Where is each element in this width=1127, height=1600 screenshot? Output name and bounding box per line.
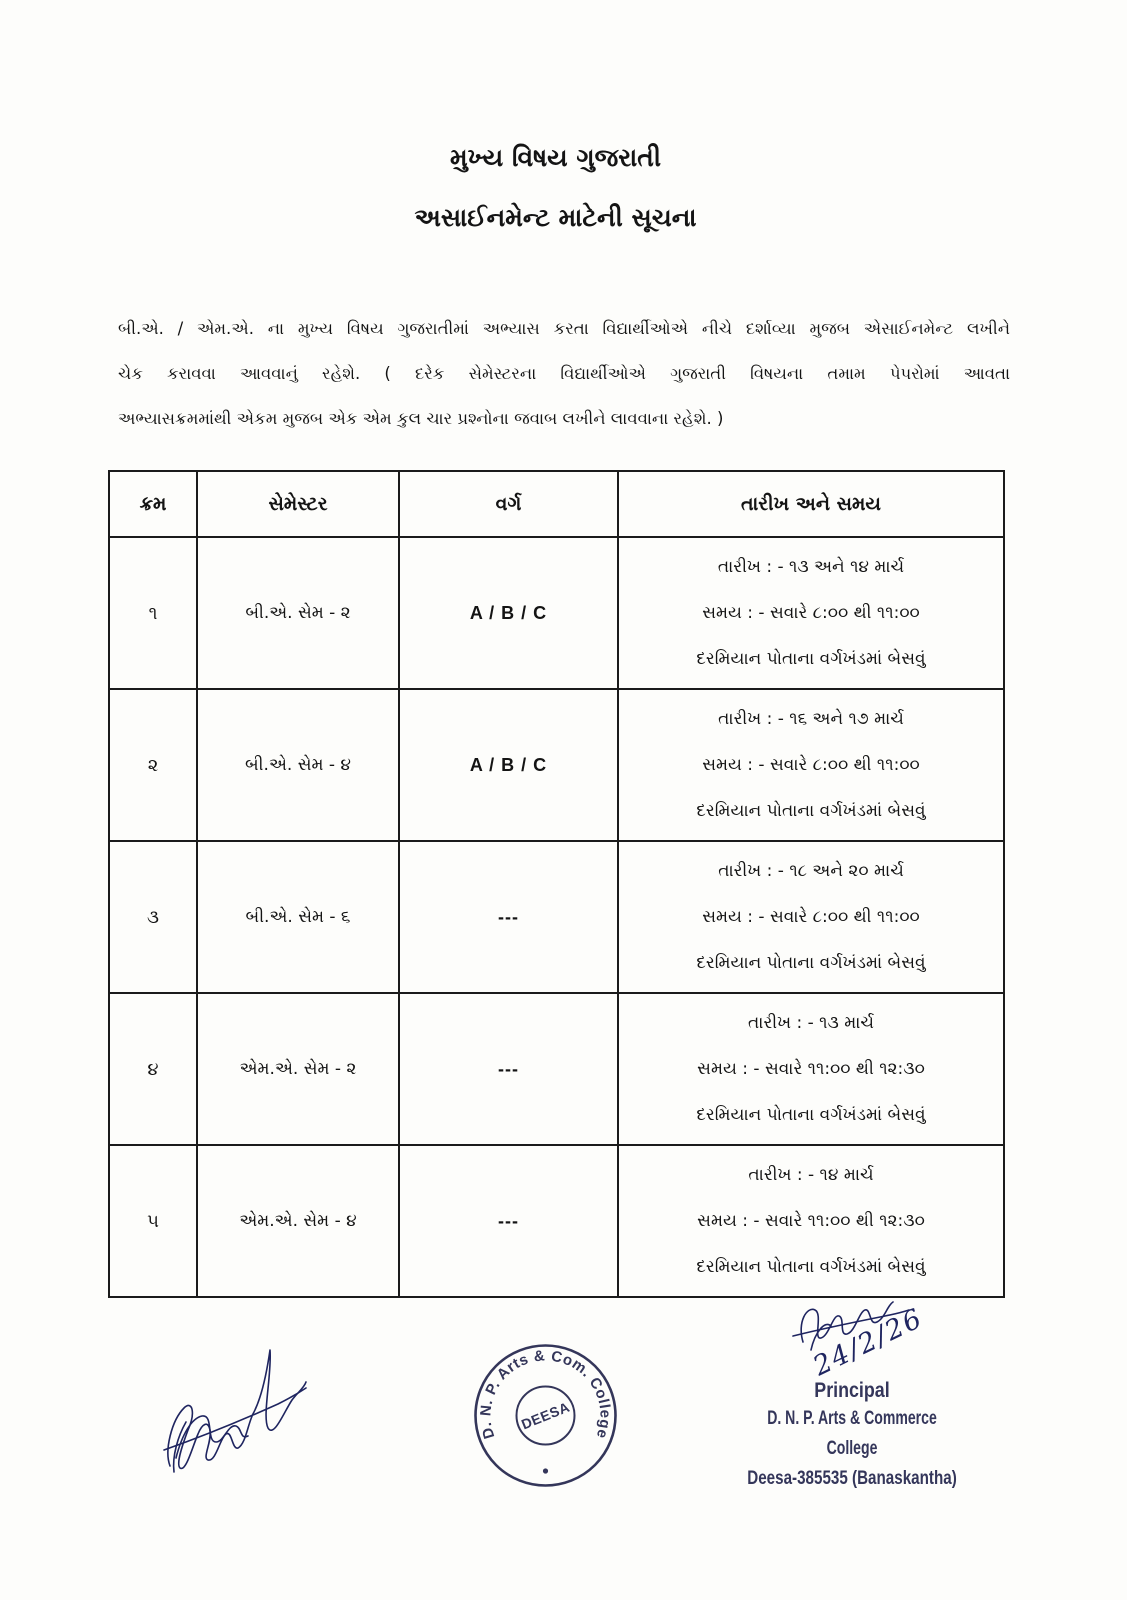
cell-date: તારીખ : - ૧૮ અને ૨૦ માર્ચ [718,861,904,881]
cell-time: સમય : - સવારે ૧૧:૦૦ થી ૧૨:૩૦ [697,1059,925,1079]
table-row [109,689,1004,841]
header-semester: સેમેસ્ટર [197,471,399,537]
table-row [109,537,1004,689]
table-row [109,841,1004,993]
cell-semester: એમ.એ. સેમ - ૨ [197,993,399,1145]
cell-semester: બી.એ. સેમ - ૬ [197,841,399,993]
cell-date: તારીખ : - ૧૪ માર્ચ [748,1165,874,1185]
document-title: મુખ્ય વિષય ગુજરાતી [449,143,662,172]
cell-place: દરમિયાન પોતાના વર્ગખંડમાં બેસવું [696,1105,926,1125]
seal-center-text: DEESA [518,1398,573,1433]
cell-date-time [618,1145,1004,1297]
instruction-line: અભ્યાસક્રમમાંથી એકમ મુજબ એક એમ કુલ ચાર પ્રશ્નોના જવાબ લખીને લાવવાના રહેશે. ) [118,409,724,428]
cell-date-time [618,689,1004,841]
cell-place: દરમિયાન પોતાના વર્ગખંડમાં બેસવું [696,801,926,821]
instruction-line: બી.એ. / એમ.એ. ના મુખ્ય વિષય ગુજરાતીમાં અભ્યાસ કરતા વિદ્યાર્થીઓએ નીચે દર્શાવ્યા મુજબ એસાઈનમેન્ટ લખીને [118,319,1010,338]
cell-time: સમય : - સવારે ૮:૦૦ થી ૧૧:૦૦ [702,603,920,623]
principal-title: Principal [814,1379,890,1402]
cell-time: સમય : - સવારે ૧૧:૦૦ થી ૧૨:૩૦ [697,1211,925,1231]
instruction-paragraph [118,306,1010,441]
seal-outer-text-path: D. N. P. Arts & Com. College [477,1347,614,1442]
instruction-line: ચેક કરાવવા આવવાનું રહેશે. ( દરેક સેમેસ્ટરના વિદ્યાર્થીઓએ ગુજરાતી વિષયના તમામ પેપરોમાં આવતા [118,364,1010,383]
cell-class: --- [399,1145,618,1297]
cell-date: તારીખ : - ૧૩ માર્ચ [748,1013,874,1033]
cell-semester: એમ.એ. સેમ - ૪ [197,1145,399,1297]
table-row [109,1145,1004,1297]
seal-dot [543,1468,548,1473]
principal-stamp [712,1378,992,1494]
table-row [109,993,1004,1145]
cell-class: --- [399,841,618,993]
cell-time: સમય : - સવારે ૮:૦૦ થી ૧૧:૦૦ [702,907,920,927]
signature-date: 24/2/26 [808,1302,929,1382]
left-signature [158,1338,308,1478]
principal-signature [785,1292,965,1382]
cell-semester: બી.એ. સેમ - ૪ [197,689,399,841]
header-date-time: તારીખ અને સમય [618,471,1004,537]
cell-serial: ૫ [109,1145,197,1297]
seal-outer-text [477,1347,613,1441]
cell-class: --- [399,993,618,1145]
signature-stroke [164,1388,306,1450]
cell-date-time [618,841,1004,993]
principal-address: Deesa-385535 (Banaskantha) [747,1468,957,1489]
cell-serial: ૨ [109,689,197,841]
header-serial: ક્રમ [109,471,197,537]
signature-stroke [168,1350,306,1468]
cell-date: તારીખ : - ૧૩ અને ૧૪ માર્ચ [717,557,905,577]
cell-class: A / B / C [399,689,618,841]
cell-date-time [618,537,1004,689]
document-subtitle: અસાઈનમેન્ટ માટેની સૂચના [414,203,697,232]
schedule-table [108,470,1005,1298]
cell-semester: બી.એ. સેમ - ૨ [197,537,399,689]
cell-serial: ૩ [109,841,197,993]
cell-place: દરમિયાન પોતાના વર્ગખંડમાં બેસવું [696,953,926,973]
principal-college: D. N. P. Arts & Commerce College [767,1408,937,1459]
cell-date-time [618,993,1004,1145]
college-seal [468,1338,623,1493]
table-header-row [109,471,1004,537]
cell-serial: ૪ [109,993,197,1145]
header-class: વર્ગ [399,471,618,537]
cell-place: દરમિયાન પોતાના વર્ગખંડમાં બેસવું [696,649,926,669]
cell-class: A / B / C [399,537,618,689]
cell-date: તારીખ : - ૧૬ અને ૧૭ માર્ચ [718,709,904,729]
cell-time: સમય : - સવારે ૮:૦૦ થી ૧૧:૦૦ [702,755,920,775]
cell-place: દરમિયાન પોતાના વર્ગખંડમાં બેસવું [696,1257,926,1277]
cell-serial: ૧ [109,537,197,689]
